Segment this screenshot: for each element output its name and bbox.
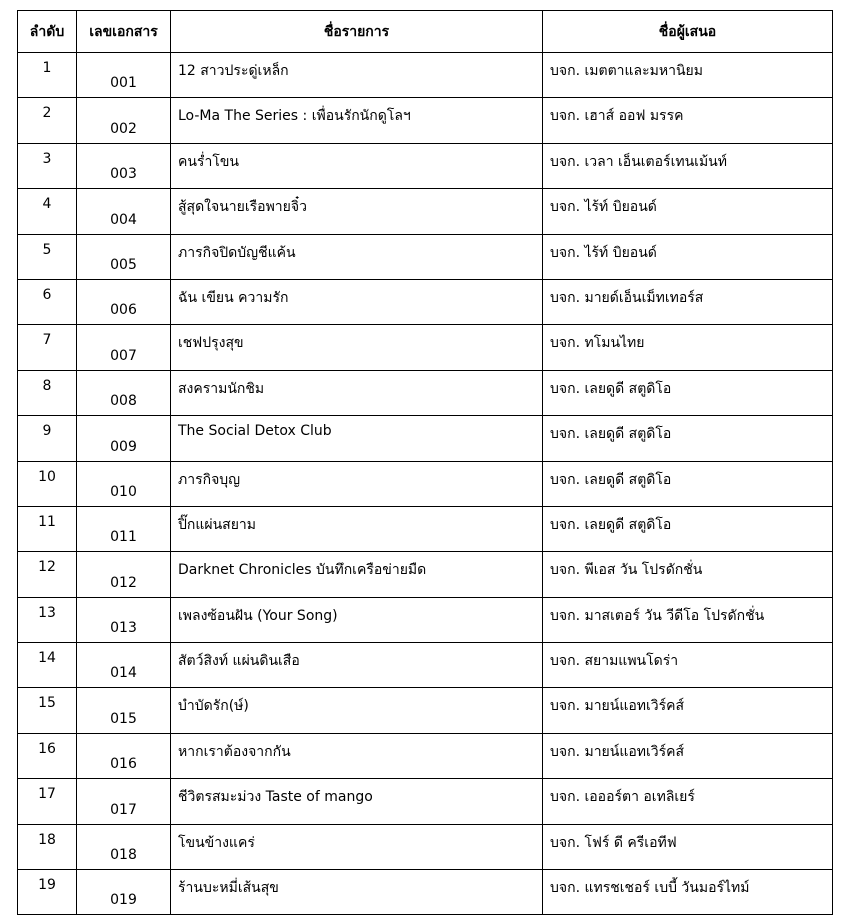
row-number: 15 <box>18 688 77 733</box>
table-row <box>18 824 833 869</box>
document-number: 019 <box>77 870 171 915</box>
program-name: คนร่ำโขน <box>171 143 543 188</box>
program-name: บำบัดรัก(ษ์) <box>171 688 543 733</box>
row-number: 10 <box>18 461 77 506</box>
program-name: Darknet Chronicles บันทึกเครือข่ายมืด <box>171 552 543 597</box>
document-number: 001 <box>77 53 171 98</box>
program-name: ปิ๊กแผ่นสยาม <box>171 506 543 551</box>
table-row <box>18 506 833 551</box>
program-name: 12 สาวประดู่เหล็ก <box>171 53 543 98</box>
program-name: ชีวิตรสมะม่วง Taste of mango <box>171 779 543 824</box>
table-row <box>18 370 833 415</box>
table-row <box>18 643 833 688</box>
proposer-name: บจก. เฮาส์ ออฟ มรรค <box>543 98 833 143</box>
row-number: 4 <box>18 189 77 234</box>
proposer-name: บจก. สยามแพนโดร่า <box>543 643 833 688</box>
document-number: 010 <box>77 461 171 506</box>
row-number: 17 <box>18 779 77 824</box>
document-number: 015 <box>77 688 171 733</box>
row-number: 8 <box>18 370 77 415</box>
row-number: 16 <box>18 733 77 778</box>
document-number: 009 <box>77 416 171 461</box>
program-name: Lo-Ma The Series : เพื่อนรักนักดูโลฯ <box>171 98 543 143</box>
document-number: 003 <box>77 143 171 188</box>
document-number: 006 <box>77 279 171 324</box>
proposer-name: บจก. เวลา เอ็นเตอร์เทนเม้นท์ <box>543 143 833 188</box>
table-body <box>18 53 833 915</box>
row-number: 1 <box>18 53 77 98</box>
table-row <box>18 733 833 778</box>
proposer-name: บจก. มายน์แอทเวิร์คส์ <box>543 733 833 778</box>
program-name: โขนข้างแคร่ <box>171 824 543 869</box>
document-number: 012 <box>77 552 171 597</box>
program-name: เพลงซ้อนฝัน (Your Song) <box>171 597 543 642</box>
table-row <box>18 234 833 279</box>
program-name: ฉัน เขียน ความรัก <box>171 279 543 324</box>
row-number: 5 <box>18 234 77 279</box>
table-row <box>18 461 833 506</box>
row-number: 2 <box>18 98 77 143</box>
header-row <box>18 11 833 53</box>
document-number: 014 <box>77 643 171 688</box>
row-number: 7 <box>18 325 77 370</box>
document-number: 017 <box>77 779 171 824</box>
row-number: 3 <box>18 143 77 188</box>
table-row <box>18 597 833 642</box>
proposer-name: บจก. มายน์แอทเวิร์คส์ <box>543 688 833 733</box>
table-row <box>18 53 833 98</box>
program-name: หากเราต้องจากกัน <box>171 733 543 778</box>
proposer-name: บจก. เอออร์ตา อเทลิเยร์ <box>543 779 833 824</box>
document-number: 007 <box>77 325 171 370</box>
proposer-name: บจก. เลยดูดี สตูดิโอ <box>543 506 833 551</box>
program-name: ร้านบะหมี่เส้นสุข <box>171 870 543 915</box>
row-number: 12 <box>18 552 77 597</box>
proposer-name: บจก. โฟร์ ดี ครีเอทีฟ <box>543 824 833 869</box>
document-number: 011 <box>77 506 171 551</box>
program-table <box>17 10 833 915</box>
table-row <box>18 98 833 143</box>
proposer-name: บจก. เมตตาและมหานิยม <box>543 53 833 98</box>
table-row <box>18 279 833 324</box>
table-row <box>18 552 833 597</box>
document-number: 016 <box>77 733 171 778</box>
row-number: 14 <box>18 643 77 688</box>
row-number: 6 <box>18 279 77 324</box>
proposer-name: บจก. แทรชเชอร์ เบบี้ วันมอร์ไทม์ <box>543 870 833 915</box>
row-number: 18 <box>18 824 77 869</box>
table-row <box>18 325 833 370</box>
program-name: ภารกิจบุญ <box>171 461 543 506</box>
row-number: 19 <box>18 870 77 915</box>
header-proposer: ชื่อผู้เสนอ <box>543 11 833 53</box>
document-number: 008 <box>77 370 171 415</box>
program-name: The Social Detox Club <box>171 416 543 461</box>
proposer-name: บจก. พีเอส วัน โปรดักชั่น <box>543 552 833 597</box>
document-number: 013 <box>77 597 171 642</box>
header-doc-number: เลขเอกสาร <box>77 11 171 53</box>
table-row <box>18 143 833 188</box>
document-number: 004 <box>77 189 171 234</box>
proposer-name: บจก. ทโมนไทย <box>543 325 833 370</box>
table-row <box>18 416 833 461</box>
row-number: 11 <box>18 506 77 551</box>
proposer-name: บจก. ไร้ท์ บิยอนด์ <box>543 234 833 279</box>
program-name: สู้สุดใจนายเรือพายจิ๋ว <box>171 189 543 234</box>
proposer-name: บจก. เลยดูดี สตูดิโอ <box>543 461 833 506</box>
header-program-name: ชื่อรายการ <box>171 11 543 53</box>
proposer-name: บจก. มายด์เอ็นเม็ทเทอร์ส <box>543 279 833 324</box>
document-number: 018 <box>77 824 171 869</box>
header-no: ลำดับ <box>18 11 77 53</box>
row-number: 9 <box>18 416 77 461</box>
table-row <box>18 688 833 733</box>
proposer-name: บจก. มาสเตอร์ วัน วีดีโอ โปรดักชั่น <box>543 597 833 642</box>
proposer-name: บจก. เลยดูดี สตูดิโอ <box>543 416 833 461</box>
program-name: ภารกิจปิดบัญชีแค้น <box>171 234 543 279</box>
program-name: สงครามนักชิม <box>171 370 543 415</box>
program-name: เชฟปรุงสุข <box>171 325 543 370</box>
document-number: 002 <box>77 98 171 143</box>
proposer-name: บจก. ไร้ท์ บิยอนด์ <box>543 189 833 234</box>
program-name: สัตว์สิงท์ แผ่นดินเสือ <box>171 643 543 688</box>
table-row <box>18 779 833 824</box>
row-number: 13 <box>18 597 77 642</box>
table-row <box>18 189 833 234</box>
document-number: 005 <box>77 234 171 279</box>
table-row <box>18 870 833 915</box>
proposer-name: บจก. เลยดูดี สตูดิโอ <box>543 370 833 415</box>
